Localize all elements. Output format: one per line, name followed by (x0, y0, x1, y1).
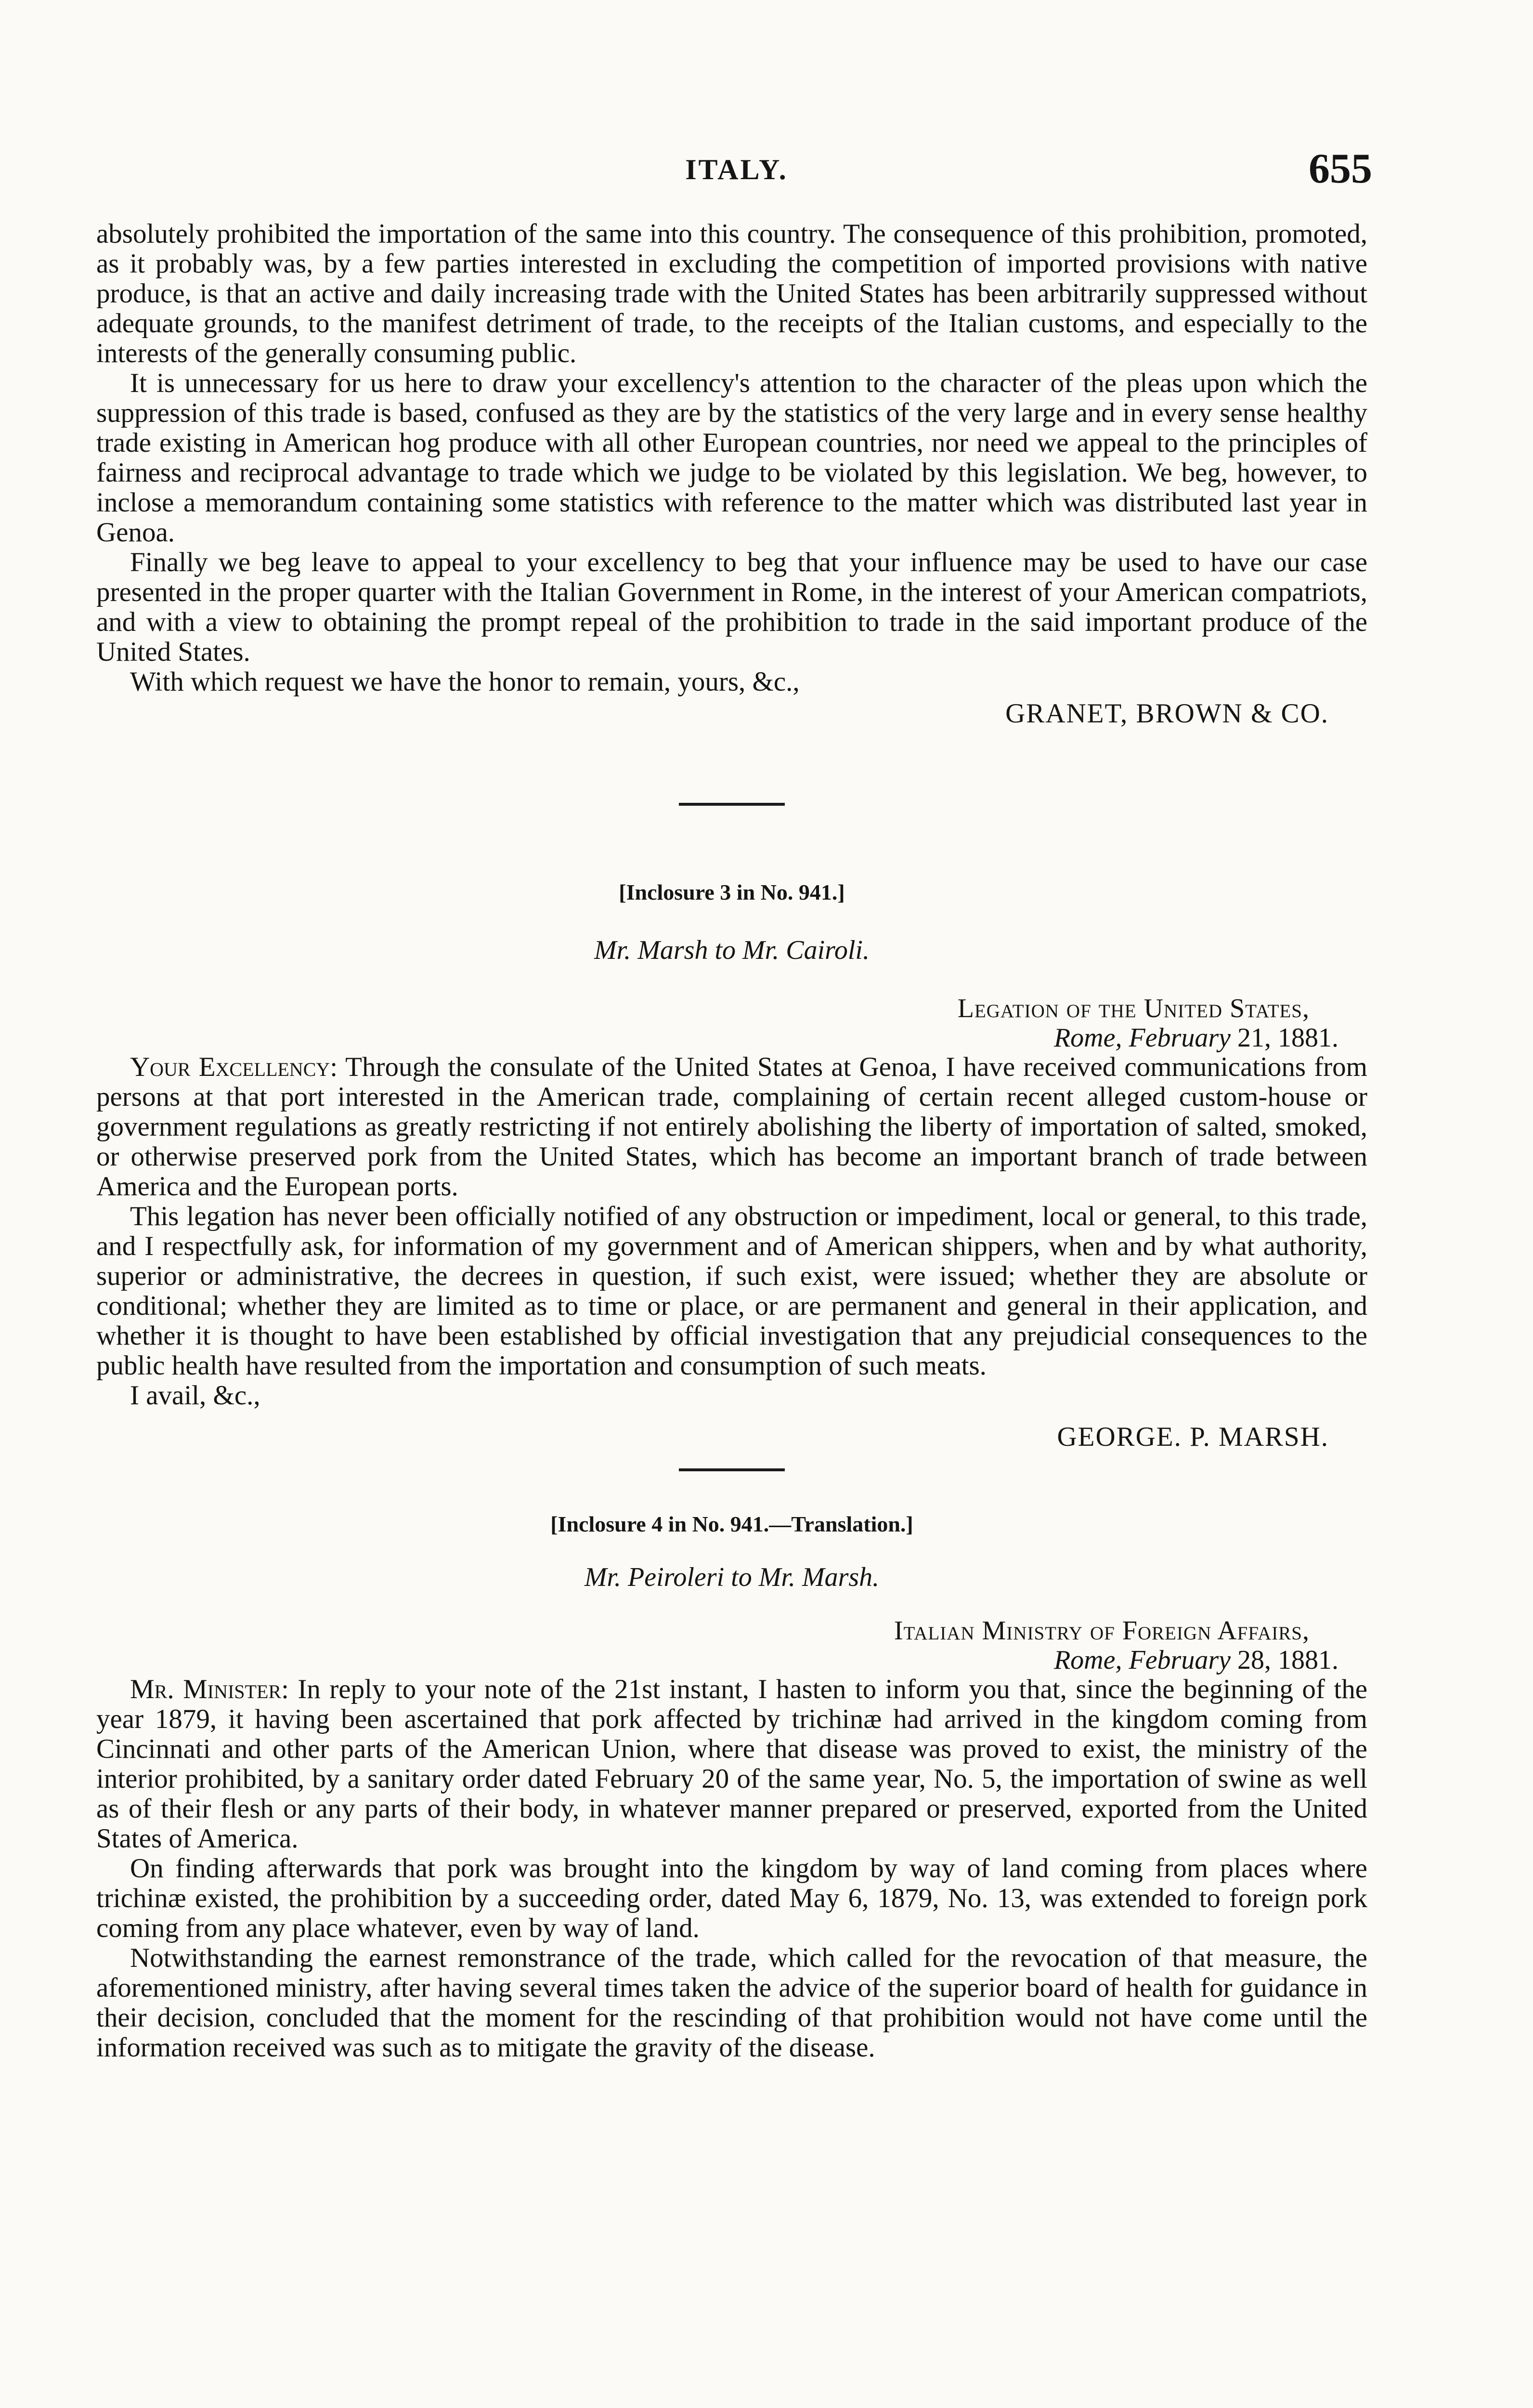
letter-title: Mr. Marsh to Mr. Cairoli. (594, 935, 870, 965)
paragraph (96, 1675, 1367, 1854)
running-head: ITALY. (685, 154, 788, 185)
paragraph: This legation has never been officially notified of any obstruction or impediment, local or general, to this trade, and I respectfully ask, for information of my government and of American shippers, when and by what authority, superior or administrative, the decrees in question, if such exist, were issued; whether they are absolute or conditional; whether they are limited as to time or place, or are permanent and general in their application, and whether it is thought to have been established by official investigation that any prejudicial consequences to the public health have resulted from the importation and consumption of such meats. (96, 1201, 1367, 1381)
paragraph: On finding afterwards that pork was brought into the kingdom by way of land coming from places where trichinæ existed, the prohibition by a succeeding order, dated May 6, 1879, No. 13, was extended to foreign pork coming from any place whatever, even by way of land. (96, 1853, 1367, 1943)
date-day-year: 28, 1881. (1237, 1645, 1338, 1675)
paragraph-text: Through the consulate of the United States at Genoa, I have received communications from persons at that port interested in the American trade, complaining of certain recent alleged custom-house or government regulations as greatly restricting if not entirely abolishing the liberty of importation of salted, smoked, or otherwise preserved pork from the United States, which has become an important branch of trade between America and the European ports. (96, 1052, 1367, 1202)
date-place: Rome, (1053, 1645, 1122, 1675)
salutation: Your Excellency: (130, 1052, 338, 1082)
date-month: February (1129, 1645, 1231, 1675)
letter-title: Mr. Peiroleri to Mr. Marsh. (584, 1562, 880, 1592)
paragraph-text: In reply to your note of the 21st instant, I hasten to inform you that, since the beginning of the year 1879, it having been ascertained that pork affected by trichinæ had arrived in the kingdom coming from Cincinnati and other parts of the American Union, where that disease was proved to exist, the ministry of the interior prohibited, by a sanitary order dated February 20 of the same year, No. 5, the importation of swine as well as of their flesh or any parts of their body, in whatever manner prepared or preserved, exported from the United States of America. (96, 1674, 1367, 1854)
signature: GEORGE. P. MARSH. (1057, 1422, 1329, 1452)
paragraph: absolutely prohibited the importation of the same into this country. The consequence of this prohibition, promoted, as it probably was, by a few parties interested in excluding the competition of imported provisions with native produce, is that an active and daily increasing trade with the United States has been arbitrarily suppressed without adequate grounds, to the manifest detriment of trade, to the receipts of the Italian customs, and especially to the interests of the generally consuming public. (96, 219, 1367, 368)
closing-line: I avail, &c., (130, 1380, 260, 1411)
letterhead: Italian Ministry of Foreign Affairs, (894, 1616, 1310, 1646)
dateline (96, 1646, 1367, 1675)
inclosure-heading: [Inclosure 4 in No. 941.—Translation.] (550, 1512, 913, 1536)
page-header (101, 144, 1372, 202)
closing-line: With which request we have the honor to remain, yours, &c., (130, 667, 800, 697)
paragraph (96, 1052, 1367, 1202)
date-month: February (1129, 1023, 1231, 1053)
inclosure-heading: [Inclosure 3 in No. 941.] (619, 880, 845, 904)
page-body (96, 219, 1367, 2063)
letterhead: Legation of the United States, (957, 994, 1310, 1023)
page-number: 655 (1309, 145, 1372, 192)
paragraph: Notwithstanding the earnest remonstrance of the trade, which called for the revocation of that measure, the aforementioned ministry, after having several times taken the advice of the superior board of health for guidance in their decision, concluded that the moment for the rescinding of that prohibition would not have come until the information received was such as to mitigate the gravity of the disease. (96, 1943, 1367, 2063)
salutation: Mr. Minister: (130, 1674, 289, 1704)
paragraph: It is unnecessary for us here to draw your excellency's attention to the character of the pleas upon which the suppression of this trade is based, confused as they are by the statistics of the very large and in every sense healthy trade existing in American hog produce with all other European countries, nor need we appeal to the principles of fairness and reciprocal advantage to trade which we judge to be violated by this legislation. We beg, however, to inclose a memorandum containing some statistics with reference to the matter which was distributed last year in Genoa. (96, 368, 1367, 548)
date-place: Rome, (1053, 1023, 1122, 1053)
paragraph: Finally we beg leave to appeal to your excellency to beg that your influence may be used to have our case presented in the proper quarter with the Italian Government in Rome, in the interest of your American compatriots, and with a view to obtaining the prompt repeal of the prohibition to trade in the said important produce of the United States. (96, 547, 1367, 667)
date-day-year: 21, 1881. (1237, 1023, 1338, 1053)
dateline (96, 1023, 1367, 1052)
signature: GRANET, BROWN & CO. (1005, 698, 1329, 729)
